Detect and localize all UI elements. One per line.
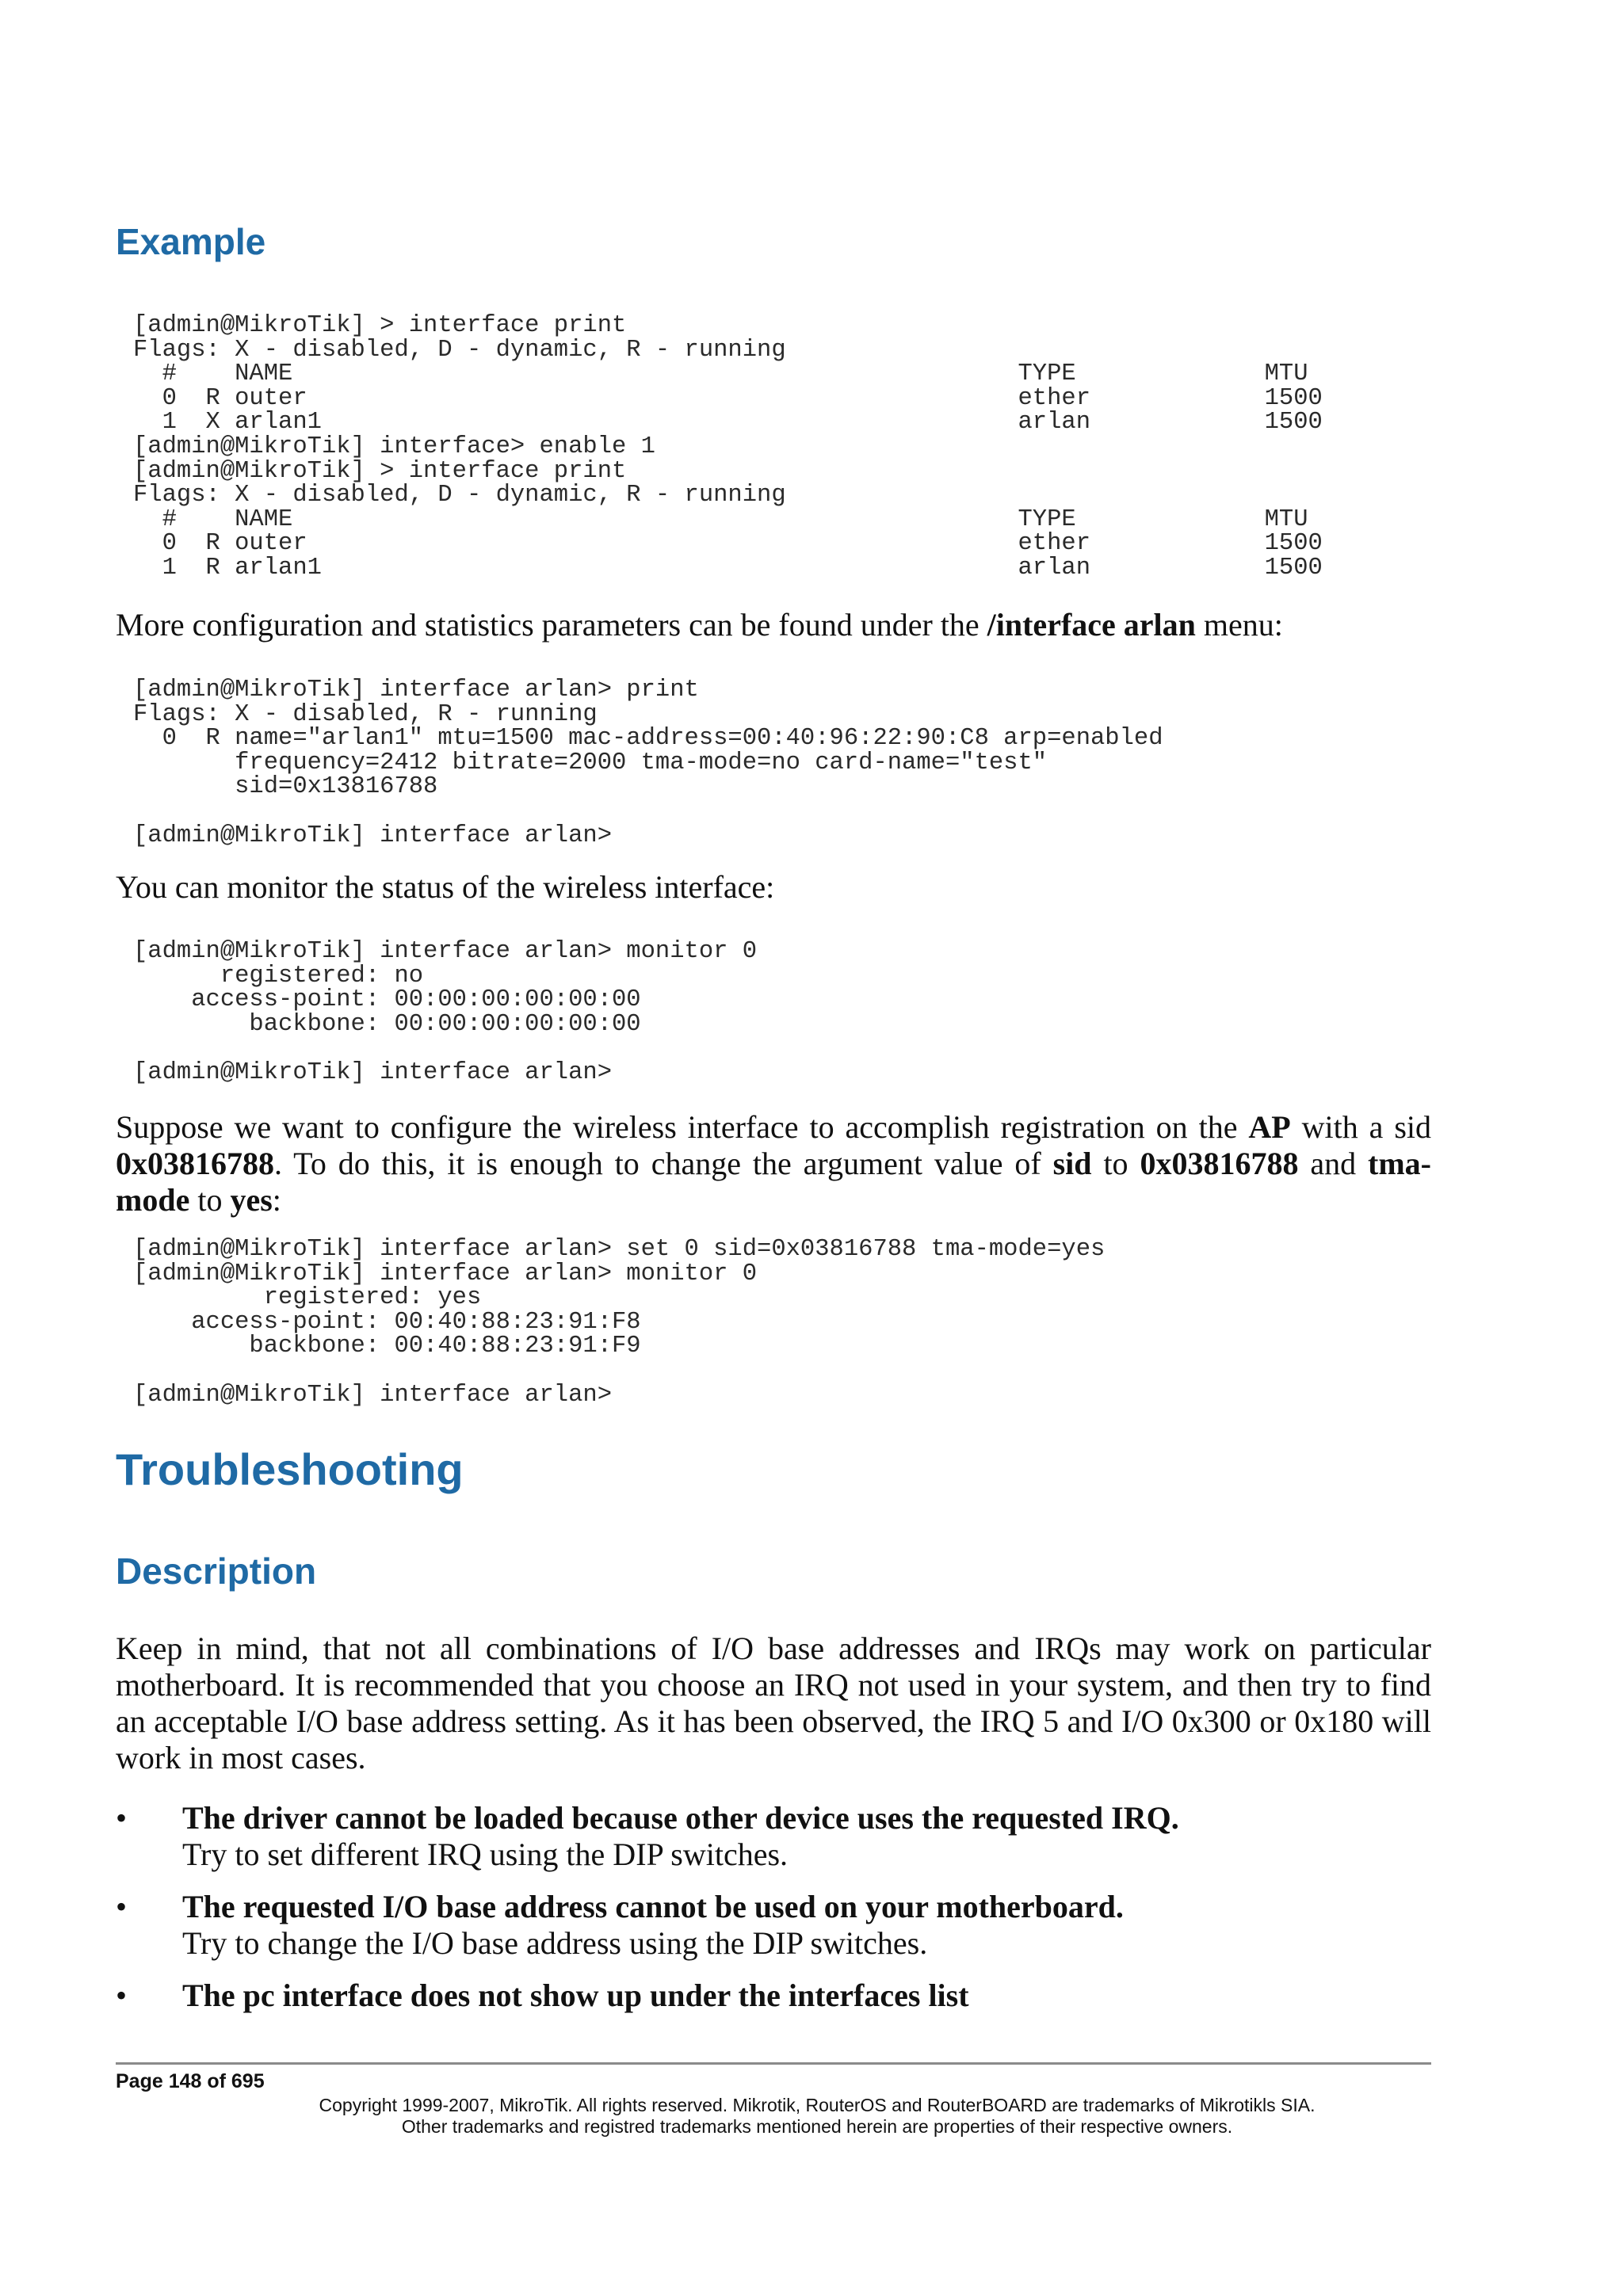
code-block-interface-print: [admin@MikroTik] > interface print Flags: X - disabled, D - dynamic, R - running # NAME TYPE MTU 0 R outer ether 1500 1 X arlan1 arlan 1500 [admin@MikroTik] interface> enable 1 [admin@MikroTik] > interface print Flags: X - disabled, D - dynamic, R - running # NAME TYPE MTU 0 R outer ether 1500 1 R arlan1 arlan 1500 <box>133 312 1323 582</box>
suppose-paragraph <box>116 1109 1431 1219</box>
troubleshooting-heading: Troubleshooting <box>116 1444 464 1494</box>
bullet-symbol: • <box>116 1978 128 2013</box>
keep-in-mind-paragraph: Keep in mind, that not all combinations of I/O base addresses and IRQs may work on particular motherboard. It is recommended that you choose an IRQ not used in your system, and then try to find an acceptable I/O base address setting. As it has been observed, the IRQ 5 and I/O 0x300 or 0x180 will work in most cases. <box>116 1630 1431 1775</box>
suppose-text-3: . To do this, it is enough to change the argument value of <box>274 1146 1053 1181</box>
suppose-sid-value-2: 0x03816788 <box>1140 1146 1299 1181</box>
suppose-sid-value: 0x03816788 <box>116 1146 274 1181</box>
interface-arlan-menu: /interface arlan <box>987 607 1196 643</box>
copyright-line-1: Copyright 1999-2007, MikroTik. All rights reserved. Mikrotik, RouterOS and RouterBOARD are trademarks of Mikrotikls SIA. <box>319 2095 1316 2115</box>
troubleshoot-item-desc: Try to change the I/O base address using the DIP switches. <box>182 1925 928 1961</box>
suppose-ap: AP <box>1248 1109 1291 1145</box>
example-heading: Example <box>116 221 266 262</box>
suppose-text-4: to <box>1091 1146 1140 1181</box>
troubleshoot-item-desc: Try to set different IRQ using the DIP switches. <box>182 1836 789 1872</box>
copyright-line-2: Other trademarks and registred trademarks mentioned herein are properties of their respective owners. <box>401 2116 1233 2137</box>
suppose-text-6: to <box>189 1182 231 1218</box>
troubleshoot-item-io-base <box>116 1889 1431 1962</box>
suppose-text-7: : <box>272 1182 281 1218</box>
suppose-text-2: with a sid <box>1290 1109 1431 1145</box>
code-block-arlan-print: [admin@MikroTik] interface arlan> print Flags: X - disabled, R - running 0 R name="arlan1" mtu=1500 mac-address=00:40:96:22:90:C8 arp=enabled frequency=2412 bitrate=2000 tma-mode=no card-name="test" sid=0x13816788 [admin@MikroTik] interface arlan> <box>133 677 1163 849</box>
footer-divider <box>116 2062 1431 2065</box>
suppose-text-1: Suppose we want to configure the wireless interface to accomplish registration on the <box>116 1109 1249 1145</box>
bullet-symbol: • <box>116 1800 128 1836</box>
troubleshoot-item-pc-interface <box>116 1978 1431 2014</box>
monitor-status-paragraph: You can monitor the status of the wireless interface: <box>116 869 775 905</box>
suppose-tma-mode: tma-mode <box>116 1146 1431 1218</box>
description-heading: Description <box>116 1550 317 1592</box>
suppose-sid: sid <box>1052 1146 1092 1181</box>
page-number: Page 148 of 695 <box>116 2070 265 2092</box>
suppose-text-5: and <box>1298 1146 1369 1181</box>
suppose-yes: yes <box>230 1182 273 1218</box>
troubleshoot-item-title: The driver cannot be loaded because other device uses the requested IRQ. <box>182 1800 1179 1836</box>
more-config-suffix: menu: <box>1195 607 1283 643</box>
more-config-text: More configuration and statistics parameters can be found under the <box>116 607 987 643</box>
troubleshoot-item-title: The pc interface does not show up under the interfaces list <box>182 1978 969 2013</box>
code-block-monitor: [admin@MikroTik] interface arlan> monitor 0 registered: no access-point: 00:00:00:00:00:00 backbone: 00:00:00:00:00:00 [admin@MikroTik] interface arlan> <box>133 938 758 1086</box>
more-config-paragraph <box>116 607 1431 643</box>
troubleshoot-item-title: The requested I/O base address cannot be used on your motherboard. <box>182 1889 1124 1924</box>
bullet-symbol: • <box>116 1889 128 1924</box>
code-block-set-sid: [admin@MikroTik] interface arlan> set 0 sid=0x03816788 tma-mode=yes [admin@MikroTik] interface arlan> monitor 0 registered: yes access-point: 00:40:88:23:91:F8 backbone: 00:40:88:23:91:F9 [admin@MikroTik] interface arlan> <box>133 1236 1106 1409</box>
troubleshoot-item-irq <box>116 1800 1431 1873</box>
